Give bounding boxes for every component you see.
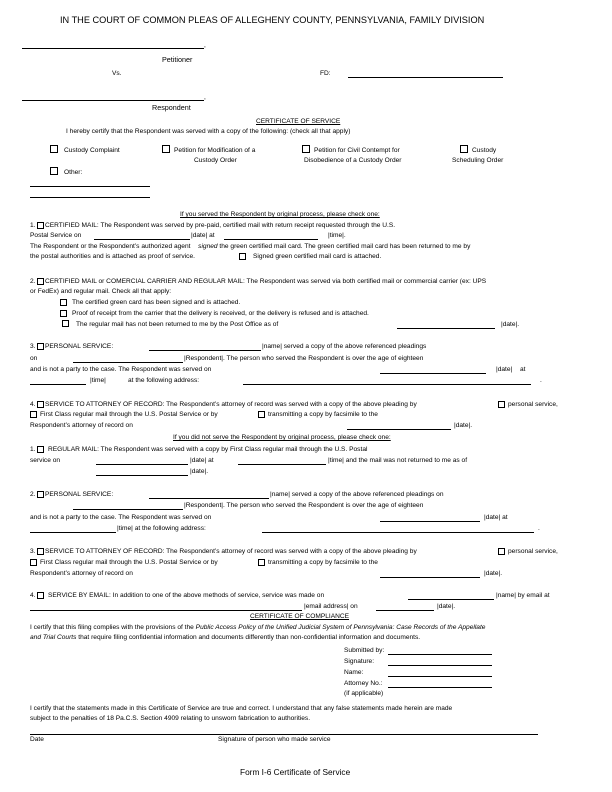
served-time-line[interactable] — [30, 384, 86, 385]
period: . — [540, 377, 542, 384]
date-at: |date| at — [191, 232, 215, 239]
served-time-2-line[interactable] — [30, 532, 116, 533]
scheduling-label-1: Custody — [472, 147, 497, 154]
email-address-line[interactable] — [30, 610, 302, 611]
petitioner-name-line[interactable] — [22, 48, 204, 49]
other-checkbox[interactable] — [50, 167, 58, 175]
date-at: |date| at — [484, 514, 508, 521]
attorney-service-checkbox[interactable] — [37, 401, 44, 408]
attorney-on-text: Respondent’s attorney of record on — [30, 422, 133, 429]
comma: , — [204, 42, 206, 49]
time-address-text: |time| at the following address: — [117, 525, 206, 532]
contempt-checkbox[interactable] — [302, 145, 310, 153]
regular-mail-text: REGULAR MAIL: The Respondent was served with a copy by First Class regular mail through the U.S. Postal — [48, 446, 368, 453]
carrier-receipt-label: Proof of receipt from the carrier that the delivery is received, or the delivery is refused and is attached. — [72, 310, 369, 317]
date-label: |date|. — [454, 422, 473, 429]
respondent-served-line[interactable] — [73, 362, 183, 363]
personal-service-checkbox[interactable] — [37, 343, 44, 350]
not-party-2-text: and is not a party to the case. The Respondent was served on — [30, 514, 212, 521]
comma: , — [204, 94, 206, 101]
fd-label: FD: — [320, 70, 331, 77]
other-label: Other: — [64, 169, 83, 176]
attorney-date-2-line[interactable] — [380, 577, 480, 578]
respondent-served-2-line[interactable] — [73, 509, 183, 510]
attorney-personal-2-checkbox[interactable] — [498, 548, 505, 555]
name-line[interactable] — [388, 676, 492, 677]
not-returned-date-line-2[interactable] — [96, 475, 188, 476]
certified-and-regular-text: CERTIFIED MAIL or COMERCIAL CARRIER AND REGULAR MAIL: The Respondent was served via both certified mail or commercial carrier (ex: UPS — [45, 278, 487, 285]
contempt-label-2: Disobedience of a Custody Order — [304, 157, 402, 164]
period: . — [538, 525, 540, 532]
proof-of-service-text: the postal authorities and is attached as proof of service. — [30, 253, 195, 260]
first-class-2-text: First Class regular mail through the U.S. Postal Service or by — [40, 559, 218, 566]
item-number: 2. — [30, 278, 36, 285]
name-by-email: |name| by email at — [496, 592, 550, 599]
compliance-line-2: and Trial Courts that require filing confidential information and documents differently than non-confidential information and documents. — [30, 634, 421, 641]
date-signature-line[interactable] — [30, 734, 538, 735]
email-name-line[interactable] — [408, 599, 494, 600]
compliance-line-1: I certify that this filing complies with the provisions of the Public Access Policy of the Unified Judicial System of Pennsylvania: Case Records of the Appellate — [30, 624, 486, 631]
fd-number-line[interactable] — [348, 77, 503, 78]
item-number: 3. — [30, 548, 36, 555]
server-name-line[interactable] — [149, 350, 261, 351]
respondent-age-2-text: |Respondent|. The person who served the Respondent is over the age of eighteen — [184, 502, 424, 509]
postal-service-on: Postal Service on — [30, 232, 82, 239]
submitted-by-label: Submitted by: — [344, 647, 385, 654]
email-service-checkbox[interactable] — [37, 592, 44, 599]
signature-label: Signature: — [344, 658, 375, 665]
attorney-service-2-text: SERVICE TO ATTORNEY OF RECORD: The Respondent’s attorney of record was served with a copy of the above pleading by — [45, 548, 417, 555]
first-class-checkbox[interactable] — [30, 411, 37, 418]
time-not-returned: |time| and the mail was not returned to me as of — [328, 457, 468, 464]
scheduling-label-2: Scheduling Order — [452, 157, 504, 164]
submitted-by-line[interactable] — [388, 654, 492, 655]
check-all-text: or FedEx) and regular mail. Check all that apply: — [30, 288, 172, 295]
facsimile-2-text: transmitting a copy by facsimile to the — [268, 559, 378, 566]
certified-and-regular-checkbox[interactable] — [37, 278, 44, 285]
attorney-date-line[interactable] — [347, 429, 451, 430]
served-date-line[interactable] — [380, 373, 486, 374]
certificate-heading: CERTIFICATE OF SERVICE — [256, 118, 341, 125]
original-process-heading: If you served the Respondent by original process, please check one: — [180, 211, 380, 218]
personal-service-2-text: personal service, — [508, 548, 558, 555]
item-number: 4. — [30, 401, 36, 408]
personal-service-text: personal service, — [508, 401, 558, 408]
item-number: 1. — [30, 446, 36, 453]
certified-time-line[interactable] — [224, 239, 318, 240]
certify-line-2: subject to the penalties of 18 Pa.C.S. Section 4909 relating to unsworn fabrication to authorities. — [30, 715, 311, 722]
date-label-bottom: Date — [30, 736, 44, 743]
respondent-label: Respondent — [152, 103, 191, 112]
regular-time-line[interactable] — [238, 464, 326, 465]
authorized-agent-text: The Respondent or the Respondent’s authorized agent signed the green certified mail card. The green certified mail card has been returned to me by — [30, 243, 471, 250]
respondent-age-text: |Respondent|. The person who served the Respondent is over the age of eighteen — [184, 355, 424, 362]
court-title: IN THE COURT OF COMMON PLEAS OF ALLEGHENY COUNTY, PENNSYLVANIA, FAMILY DIVISION — [60, 15, 485, 25]
date-label: |date|. — [501, 321, 520, 328]
green-card-attached-checkbox[interactable] — [239, 253, 246, 260]
served-date-2-line[interactable] — [380, 521, 480, 522]
regular-date-line[interactable] — [96, 464, 188, 465]
email-address-on: |email address| on — [304, 603, 358, 610]
certified-date-line[interactable] — [94, 239, 190, 240]
modification-label-2: Custody Order — [194, 157, 237, 164]
time-label: |time| — [90, 377, 106, 384]
email-service-text: SERVICE BY EMAIL: In addition to one of the above methods of service, service was made on — [48, 592, 325, 599]
if-applicable-label: (if applicable) — [344, 690, 384, 697]
name-label: Name: — [344, 669, 364, 676]
date-label: |date| — [496, 366, 513, 373]
date-label: |date|. — [190, 468, 209, 475]
regular-mail-not-returned-checkbox[interactable] — [62, 320, 69, 327]
signature-line[interactable] — [388, 665, 492, 666]
item-number: 4. — [30, 592, 36, 599]
modification-checkbox[interactable] — [162, 145, 170, 153]
contempt-label-1: Petition for Civil Contempt for — [314, 147, 400, 154]
item-number: 1. — [30, 222, 36, 229]
green-card-signed-label: The certified green card has been signed and is attached. — [72, 299, 241, 306]
address-line[interactable] — [243, 384, 531, 385]
server-name-2-line[interactable] — [149, 498, 269, 499]
service-on: service on — [30, 457, 61, 464]
signature-of-server-label: Signature of person who made service — [218, 736, 331, 743]
other-line-1[interactable] — [30, 186, 150, 187]
custody-complaint-checkbox[interactable] — [50, 145, 58, 153]
attorney-no-label: Attorney No.: — [344, 680, 383, 687]
not-party-text: and is not a party to the case. The Respondent was served on — [30, 366, 212, 373]
date-label: |date|. — [484, 570, 503, 577]
name-served-2-text: |name| served a copy of the above referenced pleadings on — [270, 491, 444, 498]
regular-mail-not-returned-label: The regular mail has not been returned to me by the Post Office as of — [76, 321, 279, 328]
facsimile-2-checkbox[interactable] — [258, 559, 265, 566]
certificate-intro: I hereby certify that the Respondent was served with a copy of the following: (check all that apply) — [66, 128, 351, 135]
regular-mail-checkbox[interactable] — [37, 446, 44, 453]
attorney-service-text: SERVICE TO ATTORNEY OF RECORD: The Respondent’s attorney of record was served with a copy of the above pleading by — [45, 401, 417, 408]
attorney-no-line[interactable] — [388, 687, 492, 688]
carrier-receipt-checkbox[interactable] — [60, 310, 67, 317]
at-label: at — [520, 366, 526, 373]
item-number: 2. — [30, 491, 36, 498]
personal-service-label: PERSONAL SERVICE: — [45, 343, 114, 350]
not-returned-date-line[interactable] — [397, 328, 495, 329]
attorney-personal-checkbox[interactable] — [498, 401, 505, 408]
attorney-on-2-text: Respondent’s attorney of record on — [30, 570, 133, 577]
certified-mail-checkbox[interactable] — [37, 222, 44, 229]
item-number: 3. — [30, 343, 36, 350]
email-date-line[interactable] — [376, 610, 434, 611]
facsimile-text: transmitting a copy by facsimile to the — [268, 411, 378, 418]
attorney-service-2-checkbox[interactable] — [37, 548, 44, 555]
facsimile-checkbox[interactable] — [258, 411, 265, 418]
personal-service-2-checkbox[interactable] — [37, 491, 44, 498]
not-original-heading: If you did not serve the Respondent by original process, please check one: — [173, 434, 391, 441]
green-card-attached-label: Signed green certified mail card is attached. — [253, 253, 382, 260]
respondent-name-line[interactable] — [22, 100, 204, 101]
on-label: on — [30, 355, 38, 362]
modification-label-1: Petition for Modification of a — [174, 147, 256, 154]
petitioner-label: Petitioner — [162, 55, 193, 64]
form-name: Form I-6 Certificate of Service — [240, 767, 351, 777]
green-card-signed-checkbox[interactable] — [60, 299, 67, 306]
first-class-text: First Class regular mail through the U.S. Postal Service or by — [40, 411, 218, 418]
address-2-line[interactable] — [262, 532, 534, 533]
date-label: |date|. — [437, 603, 456, 610]
certify-line-1: I certify that the statements made in this Certificate of Service are true and correct. I understand that any false statements made herein are made — [30, 705, 453, 712]
name-served-text: |name| served a copy of the above referenced pleadings — [262, 343, 427, 350]
other-line-2[interactable] — [30, 197, 150, 198]
time-label: |time|. — [328, 232, 346, 239]
address-label: at the following address: — [128, 377, 200, 384]
custody-complaint-label: Custody Complaint — [64, 147, 120, 154]
vs-label: Vs. — [112, 70, 122, 77]
scheduling-checkbox[interactable] — [460, 145, 468, 153]
compliance-heading: CERTIFICATE OF COMPLIANCE — [250, 613, 350, 620]
certified-mail-text: CERTIFIED MAIL: The Respondent was served by pre-paid, certified mail with return receipt requested through the U.S. — [45, 222, 396, 229]
date-at: |date| at — [190, 457, 214, 464]
first-class-2-checkbox[interactable] — [30, 559, 37, 566]
personal-service-2-label: PERSONAL SERVICE: — [45, 491, 114, 498]
